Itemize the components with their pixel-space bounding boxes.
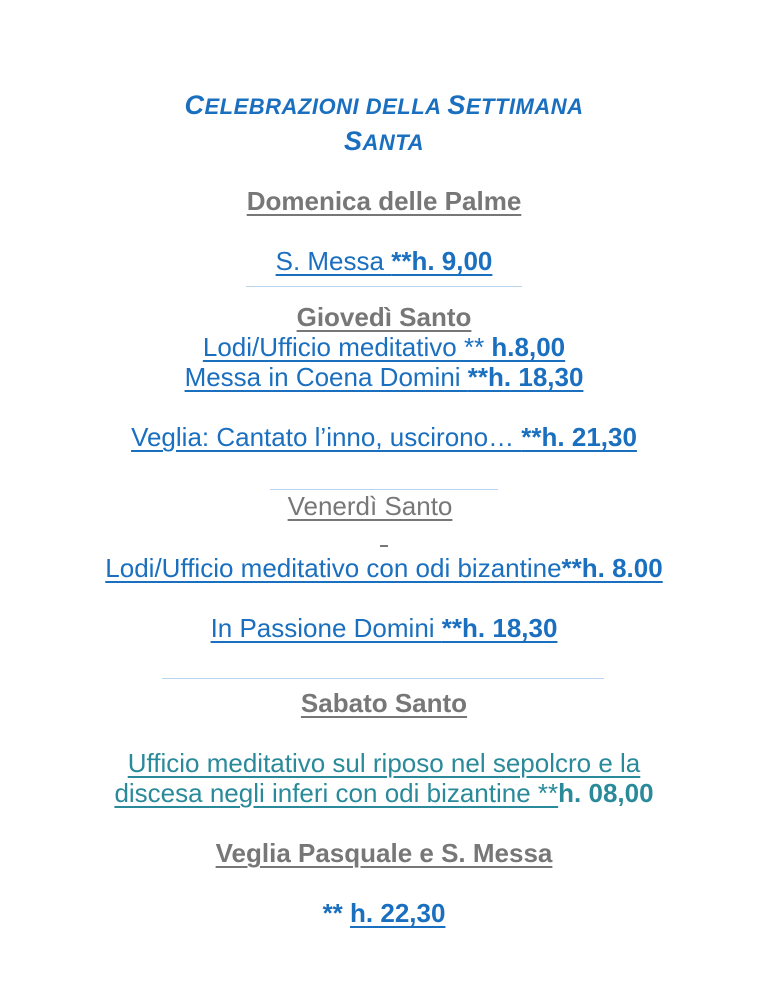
giovedi-lodi[interactable]: Lodi/Ufficio meditativo ** h.8,00 xyxy=(202,332,566,362)
heading-veglia-pasquale: Veglia Pasquale e S. Messa xyxy=(215,838,553,868)
venerdi-lodi[interactable]: Lodi/Ufficio meditativo con odi bizantine**h. 8.00 xyxy=(105,553,663,583)
heading-domenica: Domenica delle Palme xyxy=(246,186,522,216)
heading-venerdi: Venerdì Santo xyxy=(287,491,453,521)
sabato-ufficio-line2[interactable]: discesa negli inferi con odi bizantine **h. 08,00 xyxy=(114,778,654,808)
heading-giovedi: Giovedì Santo xyxy=(296,302,472,332)
divider xyxy=(246,286,522,287)
heading-sabato: Sabato Santo xyxy=(300,688,468,718)
venerdi-passione[interactable]: In Passione Domini **h. 18,30 xyxy=(210,613,558,643)
giovedi-coena[interactable]: Messa in Coena Domini **h. 18,30 xyxy=(184,362,584,392)
divider xyxy=(162,678,604,679)
page-title-line1: CELEBRAZIONI DELLA SETTIMANA xyxy=(184,90,584,120)
domenica-messa[interactable]: S. Messa **h. 9,00 xyxy=(275,246,493,276)
page-title-line2: SANTA xyxy=(344,126,424,156)
giovedi-veglia[interactable]: Veglia: Cantato l’inno, uscirono… **h. 21,30 xyxy=(131,422,637,452)
divider xyxy=(270,489,498,490)
veglia-pasquale-time[interactable]: ** h. 22,30 xyxy=(322,898,446,928)
sabato-ufficio-line1[interactable]: Ufficio meditativo sul riposo nel sepolcro e la xyxy=(127,748,641,778)
divider xyxy=(380,545,388,547)
